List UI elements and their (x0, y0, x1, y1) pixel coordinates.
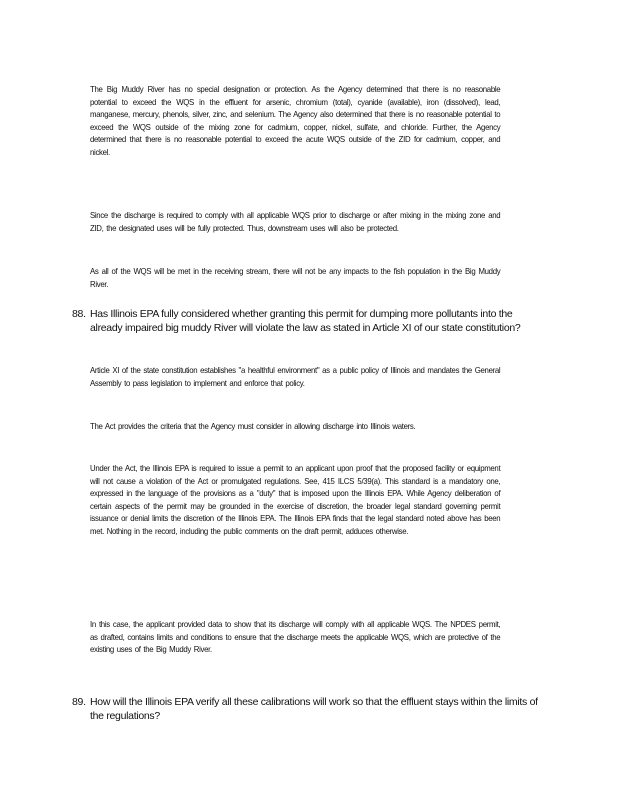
question-89 (72, 696, 542, 723)
paragraph-act-criteria: The Act provides the criteria that the Agency must consider in allowing discharge into Illinois waters. (90, 421, 416, 431)
question-text: Has Illinois EPA fully considered whether granting this permit for dumping more pollutants into the already impaired big muddy River will violate the law as stated in Article XI of our state constitution? (90, 308, 521, 334)
paragraph-fish-population: As all of the WQS will be met in the receiving stream, there will not be any impacts to the fish population in the Big Muddy River. (90, 266, 501, 289)
paragraph-big-muddy-reasonable-potential: The Big Muddy River has no special designation or protection. As the Agency determined that there is no reasonable potential to exceed the WQS in the effluent for arsenic, chromium (total), cyanide (available), iron (dissolved), lead, manganese, mercury, phenols, silver, zinc, and selenium. The Agency also determined that there is no reasonable potential to exceed the WQS outside of the mixing zone for cadmium, copper, nickel, sulfate, and chloride. Further, the Agency determined that there is no reasonable potential to exceed the acute WQS outside of the ZID for cadmium, copper, and nickel. (90, 84, 501, 157)
paragraph-legal-standard: Under the Act, the Illinois EPA is required to issue a permit to an applicant upon proof that the proposed facility or equipment will not cause a violation of the Act or promulgated regulations. See, 415 ILCS 5/39(a). This standard is a mandatory one, expressed in the language of the provisions as a "duty" that is imposed upon the Illinois EPA. While Agency deliberation of certain aspects of the permit may be grounded in the exercise of discretion, the broader legal standard governing permit issuance or denial limits the discretion of the Illinois EPA. The Illinois EPA finds that the legal standard noted above has been met. Nothing in the record, including the public comments on the draft permit, adduces otherwise. (90, 463, 501, 536)
paragraph-designated-uses-protected: Since the discharge is required to comply with all applicable WQS prior to discharge or after mixing in the mixing zone and ZID, the designated uses will be fully protected. Thus, downstream uses will also be protected. (90, 210, 501, 233)
paragraph-applicant-data: In this case, the applicant provided data to show that its discharge will comply with all applicable WQS. The NPDES permit, as drafted, contains limits and conditions to ensure that the discharge meets the applicable WQS, which are protective of the existing uses of the Big Muddy River. (90, 619, 501, 654)
paragraph-article-xi: Article XI of the state constitution establishes "a healthful environment" as a public policy of Illinois and mandates the General Assembly to pass legislation to implement and enforce that policy. (90, 365, 501, 388)
question-number: 89. (72, 696, 86, 708)
question-text: How will the Illinois EPA verify all these calibrations will work so that the effluent stays within the limits of the regulations? (90, 696, 538, 722)
question-number: 88. (72, 308, 86, 320)
question-88 (72, 308, 542, 335)
